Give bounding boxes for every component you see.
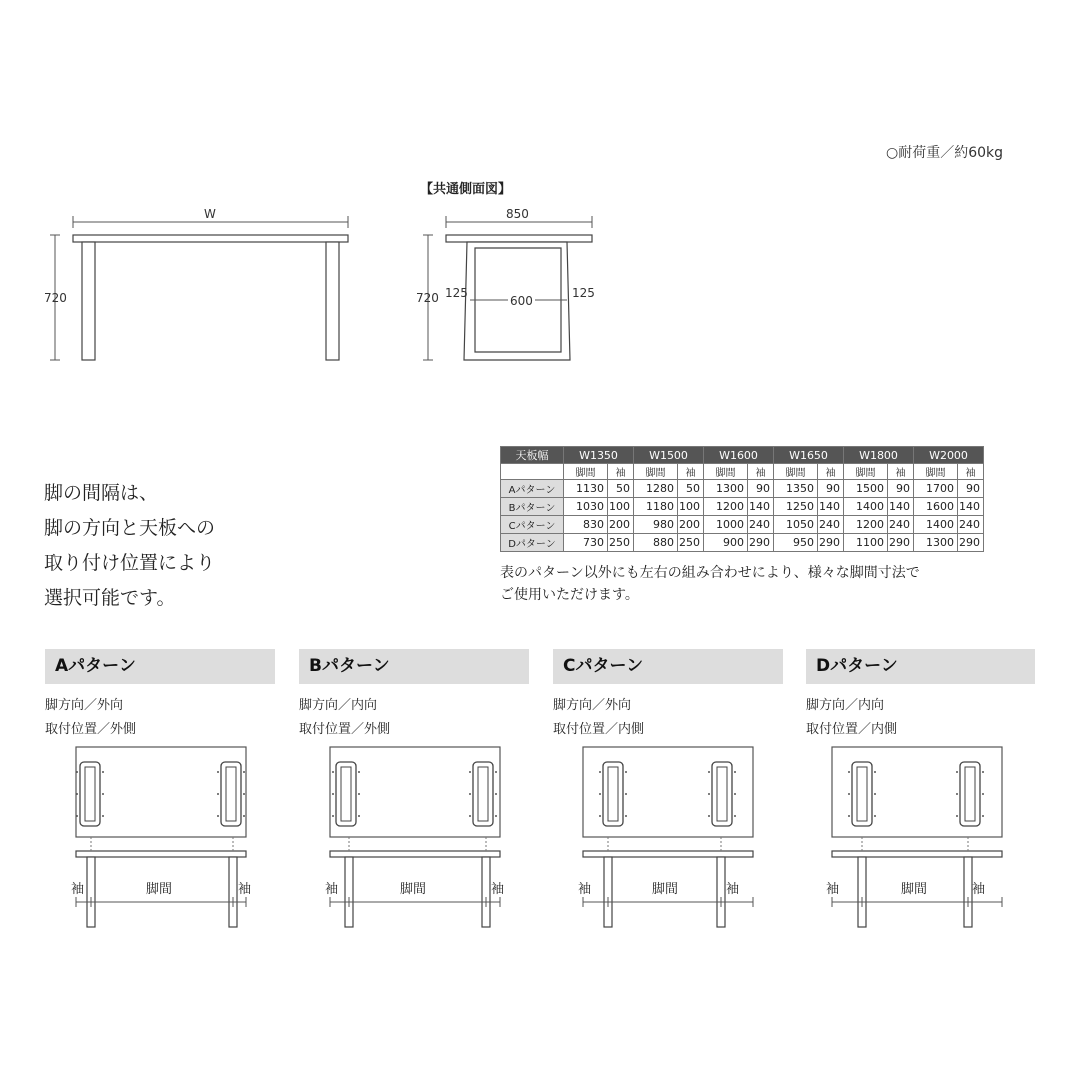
leg-span-subheader: 脚間	[914, 464, 958, 480]
table-note-line: ご使用いただけます。	[500, 587, 639, 603]
row-label: Bパターン	[501, 498, 564, 516]
table-cell: 1250	[774, 498, 818, 516]
table-cell: 240	[818, 516, 844, 534]
leg-span-label: 脚間	[400, 882, 427, 897]
table-cell: 100	[678, 498, 704, 516]
front-width-label: W	[204, 207, 216, 221]
screw-hole	[734, 815, 736, 817]
leg-span-subheader: 脚間	[774, 464, 818, 480]
screw-hole	[217, 815, 219, 817]
sleeve-subheader: 袖	[678, 464, 704, 480]
screw-hole	[102, 815, 104, 817]
row-label: Aパターン	[501, 480, 564, 498]
screw-hole	[217, 771, 219, 773]
side-left-offset-label: 125	[445, 286, 468, 300]
table-cell: 950	[774, 534, 818, 552]
leg-span-subheader: 脚間	[704, 464, 748, 480]
screw-hole	[243, 815, 245, 817]
mounting-plate-inner	[85, 767, 95, 821]
table-cell: 240	[748, 516, 774, 534]
table-cell: 1300	[704, 480, 748, 498]
pattern-a-direction: 脚方向／外向	[45, 698, 124, 713]
pattern-c-position: 取付位置／内側	[553, 722, 645, 737]
screw-hole	[956, 793, 958, 795]
screw-hole	[848, 815, 850, 817]
table-cell: 1700	[914, 480, 958, 498]
screw-hole	[243, 771, 245, 773]
table-leg	[717, 857, 725, 927]
screw-hole	[495, 815, 497, 817]
mounting-plate-inner	[965, 767, 975, 821]
table-cell: 1200	[704, 498, 748, 516]
screw-hole	[469, 793, 471, 795]
description-line: 脚の間隔は、	[44, 482, 159, 504]
screw-hole	[102, 771, 104, 773]
tabletop-side-view	[76, 851, 246, 857]
tabletop-side-view	[330, 851, 500, 857]
mounting-plate-inner	[478, 767, 488, 821]
sleeve-subheader: 袖	[888, 464, 914, 480]
table-cell: 1050	[774, 516, 818, 534]
sleeve-label: 袖	[325, 882, 339, 897]
side-height-label: 720	[416, 291, 439, 305]
table-cell: 900	[704, 534, 748, 552]
table-cell: 1300	[914, 534, 958, 552]
screw-hole	[982, 771, 984, 773]
pattern-a-position: 取付位置／外側	[45, 722, 137, 737]
table-cell: 1280	[634, 480, 678, 498]
table-cell: 140	[888, 498, 914, 516]
tabletop-side-view	[832, 851, 1002, 857]
sleeve-subheader: 袖	[958, 464, 984, 480]
screw-hole	[625, 793, 627, 795]
pattern-b-direction: 脚方向／内向	[299, 698, 378, 713]
table-cell: 200	[608, 516, 634, 534]
table-leg	[87, 857, 95, 927]
pattern-c-title: Cパターン	[553, 649, 783, 684]
width-header: W1800	[844, 447, 914, 464]
sleeve-label: 袖	[826, 882, 840, 897]
sleeve-label: 袖	[71, 882, 85, 897]
table-cell: 240	[888, 516, 914, 534]
screw-hole	[243, 793, 245, 795]
mounting-plate-inner	[608, 767, 618, 821]
table-cell: 90	[888, 480, 914, 498]
table-cell: 1100	[844, 534, 888, 552]
screw-hole	[848, 771, 850, 773]
table-leg	[604, 857, 612, 927]
front-height-label: 720	[44, 291, 67, 305]
screw-hole	[599, 815, 601, 817]
row-label: Cパターン	[501, 516, 564, 534]
screw-hole	[102, 793, 104, 795]
table-cell: 730	[564, 534, 608, 552]
screw-hole	[358, 793, 360, 795]
mounting-plate-inner	[857, 767, 867, 821]
table-cell: 1350	[774, 480, 818, 498]
screw-hole	[625, 771, 627, 773]
sleeve-label: 袖	[578, 882, 592, 897]
description-line: 取り付け位置により	[44, 552, 216, 574]
table-cell: 1600	[914, 498, 958, 516]
table-cell: 980	[634, 516, 678, 534]
screw-hole	[708, 771, 710, 773]
leg-span-label: 脚間	[901, 882, 928, 897]
pattern-d-direction: 脚方向／内向	[806, 698, 885, 713]
table-cell: 880	[634, 534, 678, 552]
screw-hole	[332, 793, 334, 795]
screw-hole	[76, 793, 78, 795]
table-cell: 250	[678, 534, 704, 552]
screw-hole	[874, 771, 876, 773]
table-cell: 200	[678, 516, 704, 534]
sleeve-subheader: 袖	[608, 464, 634, 480]
sleeve-label: 袖	[972, 882, 986, 897]
table-cell: 1180	[634, 498, 678, 516]
screw-hole	[956, 771, 958, 773]
table-cell: 1400	[844, 498, 888, 516]
screw-hole	[76, 771, 78, 773]
table-cell: 100	[608, 498, 634, 516]
screw-hole	[217, 793, 219, 795]
table-cell: 830	[564, 516, 608, 534]
leg-span-subheader: 脚間	[844, 464, 888, 480]
side-width-label: 850	[506, 207, 529, 221]
screw-hole	[734, 793, 736, 795]
table-cell: 1200	[844, 516, 888, 534]
pattern-c-direction: 脚方向／外向	[553, 698, 632, 713]
mounting-plate-inner	[226, 767, 236, 821]
screw-hole	[495, 793, 497, 795]
table-header-label: 天板幅	[501, 447, 564, 464]
screw-hole	[956, 815, 958, 817]
table-cell: 1030	[564, 498, 608, 516]
screw-hole	[708, 815, 710, 817]
screw-hole	[625, 815, 627, 817]
tabletop-side-view	[583, 851, 753, 857]
table-cell: 290	[818, 534, 844, 552]
sleeve-label: 袖	[491, 882, 505, 897]
row-label: Dパターン	[501, 534, 564, 552]
table-cell: 140	[748, 498, 774, 516]
sleeve-subheader: 袖	[818, 464, 844, 480]
screw-hole	[469, 771, 471, 773]
width-header: W1350	[564, 447, 634, 464]
screw-hole	[599, 793, 601, 795]
leg-span-subheader: 脚間	[564, 464, 608, 480]
table-leg	[858, 857, 866, 927]
width-header: W1600	[704, 447, 774, 464]
screw-hole	[358, 771, 360, 773]
table-cell: 1000	[704, 516, 748, 534]
screw-hole	[982, 793, 984, 795]
sleeve-label: 袖	[238, 882, 252, 897]
table-cell: 290	[958, 534, 984, 552]
table-cell: 1500	[844, 480, 888, 498]
width-header: W2000	[914, 447, 984, 464]
pattern-b-title: Bパターン	[299, 649, 529, 684]
table-cell: 1130	[564, 480, 608, 498]
table-cell: 90	[818, 480, 844, 498]
load-capacity: ○耐荷重／約60kg	[886, 145, 1004, 161]
screw-hole	[982, 815, 984, 817]
mounting-plate-inner	[341, 767, 351, 821]
screw-hole	[599, 771, 601, 773]
table-cell: 240	[958, 516, 984, 534]
leg-span-subheader: 脚間	[634, 464, 678, 480]
description-line: 選択可能です。	[44, 587, 176, 609]
table-cell: 90	[748, 480, 774, 498]
table-cell: 90	[958, 480, 984, 498]
screw-hole	[734, 771, 736, 773]
side-right-offset-label: 125	[572, 286, 595, 300]
pattern-d-title: Dパターン	[806, 649, 1035, 684]
sleeve-label: 袖	[726, 882, 740, 897]
side-center-label: 600	[510, 294, 533, 308]
table-cell: 1400	[914, 516, 958, 534]
screw-hole	[495, 771, 497, 773]
screw-hole	[874, 815, 876, 817]
table-cell: 50	[678, 480, 704, 498]
common-side-view-title: 【共通側面図】	[420, 182, 512, 197]
screw-hole	[332, 771, 334, 773]
screw-hole	[708, 793, 710, 795]
width-header: W1650	[774, 447, 844, 464]
table-leg	[964, 857, 972, 927]
screw-hole	[76, 815, 78, 817]
screw-hole	[332, 815, 334, 817]
screw-hole	[848, 793, 850, 795]
pattern-d-position: 取付位置／内側	[806, 722, 898, 737]
table-note-line: 表のパターン以外にも左右の組み合わせにより、様々な脚間寸法で	[500, 565, 920, 581]
leg-span-label: 脚間	[652, 882, 679, 897]
table-leg	[229, 857, 237, 927]
sleeve-subheader: 袖	[748, 464, 774, 480]
screw-hole	[874, 793, 876, 795]
table-cell: 140	[958, 498, 984, 516]
width-header: W1500	[634, 447, 704, 464]
table-leg	[482, 857, 490, 927]
table-cell: 50	[608, 480, 634, 498]
table-leg	[345, 857, 353, 927]
table-cell: 250	[608, 534, 634, 552]
mounting-plate-inner	[717, 767, 727, 821]
description-line: 脚の方向と天板への	[44, 517, 216, 539]
table-cell: 290	[888, 534, 914, 552]
screw-hole	[469, 815, 471, 817]
table-cell: 290	[748, 534, 774, 552]
screw-hole	[358, 815, 360, 817]
pattern-b-position: 取付位置／外側	[299, 722, 391, 737]
pattern-a-title: Aパターン	[45, 649, 275, 684]
leg-span-label: 脚間	[146, 882, 173, 897]
table-cell: 140	[818, 498, 844, 516]
